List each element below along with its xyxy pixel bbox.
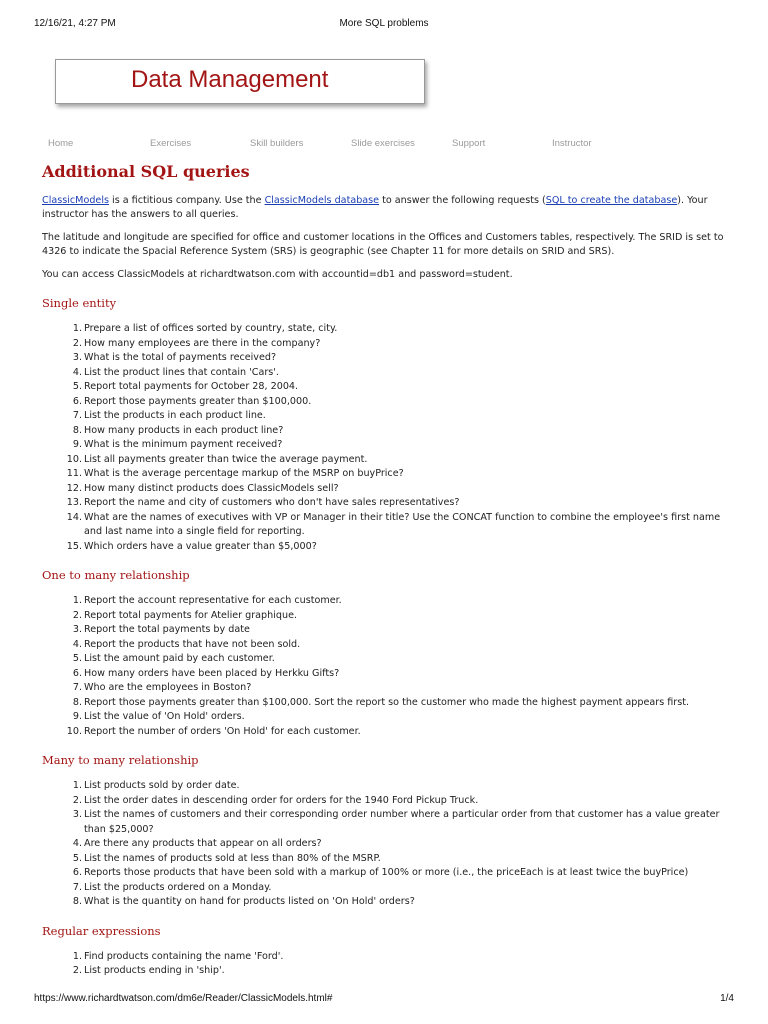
section-title: Single entity: [42, 296, 117, 311]
list-item-text: List the names of products sold at less than 80% of the MSRP.: [84, 852, 381, 864]
list-item-text: List the product lines that contain 'Cars'.: [84, 366, 279, 378]
classicmodels-database-link[interactable]: ClassicModels database: [264, 195, 380, 206]
list-item: [42, 696, 732, 711]
list-item-text: Report the products that have not been sold.: [84, 638, 301, 650]
list-item: [42, 540, 732, 555]
list-item-number: 14.: [66, 511, 82, 523]
list-item-number: 4.: [72, 366, 82, 378]
list-item-number: 8.: [72, 696, 82, 708]
list-item-number: 7.: [72, 410, 82, 422]
classicmodels-link[interactable]: ClassicModels: [42, 195, 109, 206]
list-item: [42, 808, 732, 837]
list-item-text: Report the number of orders 'On Hold' for each customer.: [84, 725, 361, 737]
list-item-text: List all payments greater than twice the average payment.: [84, 453, 368, 465]
list-item-number: 2.: [72, 965, 82, 977]
query-list: [42, 322, 732, 554]
list-item-text: List the products ordered on a Monday.: [84, 881, 272, 893]
list-item-number: 13.: [66, 497, 82, 509]
list-item-number: 10.: [66, 453, 82, 465]
list-item-text: List the order dates in descending order for orders for the 1940 Ford Pickup Truck.: [84, 794, 479, 806]
list-item: [42, 594, 732, 609]
list-item-number: 5.: [72, 852, 82, 864]
nav-support[interactable]: Support: [452, 138, 486, 149]
list-item-number: 9.: [72, 711, 82, 723]
list-item: [42, 794, 732, 809]
list-item: [42, 881, 732, 896]
list-item-number: 5.: [72, 653, 82, 665]
sql-create-database-link[interactable]: SQL to create the database: [545, 195, 678, 206]
list-item: [42, 725, 732, 740]
list-item-text: List the names of customers and their corresponding order number where a particular order from that customer has a value greater than $25,000?: [84, 809, 720, 835]
list-item-number: 7.: [72, 881, 82, 893]
list-item: [42, 467, 732, 482]
list-item-text: How many orders have been placed by Herkku Gifts?: [84, 667, 340, 679]
site-banner: [55, 59, 425, 104]
list-item-number: 7.: [72, 682, 82, 694]
srid-paragraph: The latitude and longitude are specified for office and customer locations in the Offices and Customers tables, respectively. The SRID is set to 4326 to indicate the Spacial Reference System (SRS) is geographic (see Chapter 11 for more details on SRID and SRS).: [42, 231, 724, 258]
list-item-text: What are the names of executives with VP or Manager in their title? Use the CONCAT function to combine the employee's first name and last name into a single field for reporting.: [84, 511, 721, 538]
query-list: [42, 779, 732, 910]
list-item-text: What is the total of payments received?: [84, 352, 277, 364]
list-item: [42, 667, 732, 682]
list-item: [42, 681, 732, 696]
list-item: [42, 351, 732, 366]
list-item-number: 3.: [72, 352, 82, 364]
nav-home[interactable]: Home: [48, 138, 74, 149]
list-item-text: How many products in each product line?: [84, 424, 284, 436]
nav-bar: [0, 138, 768, 152]
list-item-text: Reports those products that have been sold with a markup of 100% or more (i.e., the priceEach is at least twice the buyPrice): [84, 867, 689, 879]
list-item: [42, 482, 732, 497]
list-item-number: 5.: [72, 381, 82, 393]
list-item: [42, 496, 732, 511]
page-heading: Additional SQL queries: [42, 162, 250, 181]
list-item: [42, 964, 732, 979]
intro-text-3: ). Your instructor has the answers to all queries.: [42, 195, 708, 221]
list-item: [42, 852, 732, 867]
banner-title: Data Management: [131, 66, 329, 93]
list-item-text: What is the quantity on hand for products listed on 'On Hold' orders?: [84, 896, 415, 908]
list-item-text: Report those payments greater than $100,000. Sort the report so the customer who made the highest payment appears first.: [84, 696, 690, 708]
list-item-number: 12.: [66, 482, 82, 494]
list-item-number: 6.: [72, 667, 82, 679]
list-item: [42, 609, 732, 624]
list-item-number: 8.: [72, 424, 82, 436]
query-sections: [42, 295, 732, 979]
list-item-text: Report the total payments by date: [84, 624, 250, 636]
intro-text-2: to answer the following requests (: [379, 195, 546, 206]
list-item: [42, 424, 732, 439]
list-item-text: How many employees are there in the company?: [84, 337, 321, 349]
section-title: Many to many relationship: [42, 753, 199, 768]
list-item-number: 1.: [72, 595, 82, 607]
print-page-number: 1/4: [720, 993, 734, 1004]
list-item-text: List the value of 'On Hold' orders.: [84, 711, 245, 723]
list-item: [42, 866, 732, 881]
list-item-text: Report the name and city of customers who don't have sales representatives?: [84, 497, 460, 509]
list-item-number: 10.: [66, 725, 82, 737]
query-list: [42, 950, 732, 979]
print-url: https://www.richardtwatson.com/dm6e/Reader/ClassicModels.html#: [34, 993, 333, 1004]
list-item-text: List the amount paid by each customer.: [84, 653, 275, 665]
list-item-text: Report total payments for Atelier graphique.: [84, 609, 298, 621]
list-item-number: 1.: [72, 950, 82, 962]
list-item-text: Report total payments for October 28, 2004.: [84, 381, 299, 393]
list-item-number: 8.: [72, 896, 82, 908]
nav-slide-exercises[interactable]: Slide exercises: [351, 138, 415, 149]
list-item-number: 2.: [72, 794, 82, 806]
list-item-text: What is the average percentage markup of the MSRP on buyPrice?: [84, 468, 404, 480]
list-item: [42, 409, 732, 424]
list-item: [42, 779, 732, 794]
list-item-text: What is the minimum payment received?: [84, 439, 283, 451]
list-item: [42, 395, 732, 410]
list-item: [42, 623, 732, 638]
list-item-text: Report those payments greater than $100,000.: [84, 395, 312, 407]
list-item: [42, 337, 732, 352]
list-item: [42, 366, 732, 381]
list-item-text: Who are the employees in Boston?: [84, 682, 252, 694]
query-list: [42, 594, 732, 739]
list-item-text: List products ending in 'ship'.: [84, 965, 225, 977]
print-page-title: More SQL problems: [339, 18, 429, 29]
list-item-number: 6.: [72, 867, 82, 879]
nav-exercises[interactable]: Exercises: [150, 138, 192, 149]
list-item: [42, 950, 732, 965]
list-item-text: List the products in each product line.: [84, 410, 266, 422]
list-item-number: 15.: [66, 540, 82, 552]
intro-paragraph: [42, 194, 732, 223]
list-item-number: 3.: [72, 809, 82, 821]
list-item-text: List products sold by order date.: [84, 780, 240, 792]
list-item: [42, 837, 732, 852]
nav-skill-builders[interactable]: Skill builders: [250, 138, 304, 149]
list-item-text: Prepare a list of offices sorted by country, state, city.: [84, 323, 338, 335]
list-item: [42, 511, 732, 540]
list-item-number: 3.: [72, 624, 82, 636]
list-item-text: How many distinct products does ClassicModels sell?: [84, 482, 339, 494]
list-item-number: 1.: [72, 780, 82, 792]
list-item-number: 1.: [72, 323, 82, 335]
list-item: [42, 380, 732, 395]
list-item-number: 9.: [72, 439, 82, 451]
list-item: [42, 895, 732, 910]
list-item: [42, 438, 732, 453]
list-item-number: 4.: [72, 638, 82, 650]
nav-instructor[interactable]: Instructor: [552, 138, 592, 149]
list-item: [42, 453, 732, 468]
list-item: [42, 710, 732, 725]
list-item: [42, 638, 732, 653]
list-item: [42, 652, 732, 667]
section-title: One to many relationship: [42, 568, 190, 583]
list-item-number: 2.: [72, 337, 82, 349]
list-item-text: Find products containing the name 'Ford'.: [84, 950, 284, 962]
section-title: Regular expressions: [42, 923, 161, 938]
list-item-number: 2.: [72, 609, 82, 621]
list-item-number: 11.: [66, 468, 82, 480]
list-item-number: 6.: [72, 395, 82, 407]
intro-text-1: is a fictitious company. Use the: [108, 195, 265, 206]
main-content: [42, 160, 732, 979]
list-item-text: Report the account representative for each customer.: [84, 595, 342, 607]
list-item-number: 4.: [72, 838, 82, 850]
access-paragraph: You can access ClassicModels at richardtwatson.com with accountid=db1 and password=student.: [42, 268, 513, 280]
print-datetime: 12/16/21, 4:27 PM: [34, 18, 116, 29]
list-item-text: Are there any products that appear on all orders?: [84, 838, 322, 850]
list-item-text: Which orders have a value greater than $5,000?: [84, 540, 317, 552]
list-item: [42, 322, 732, 337]
